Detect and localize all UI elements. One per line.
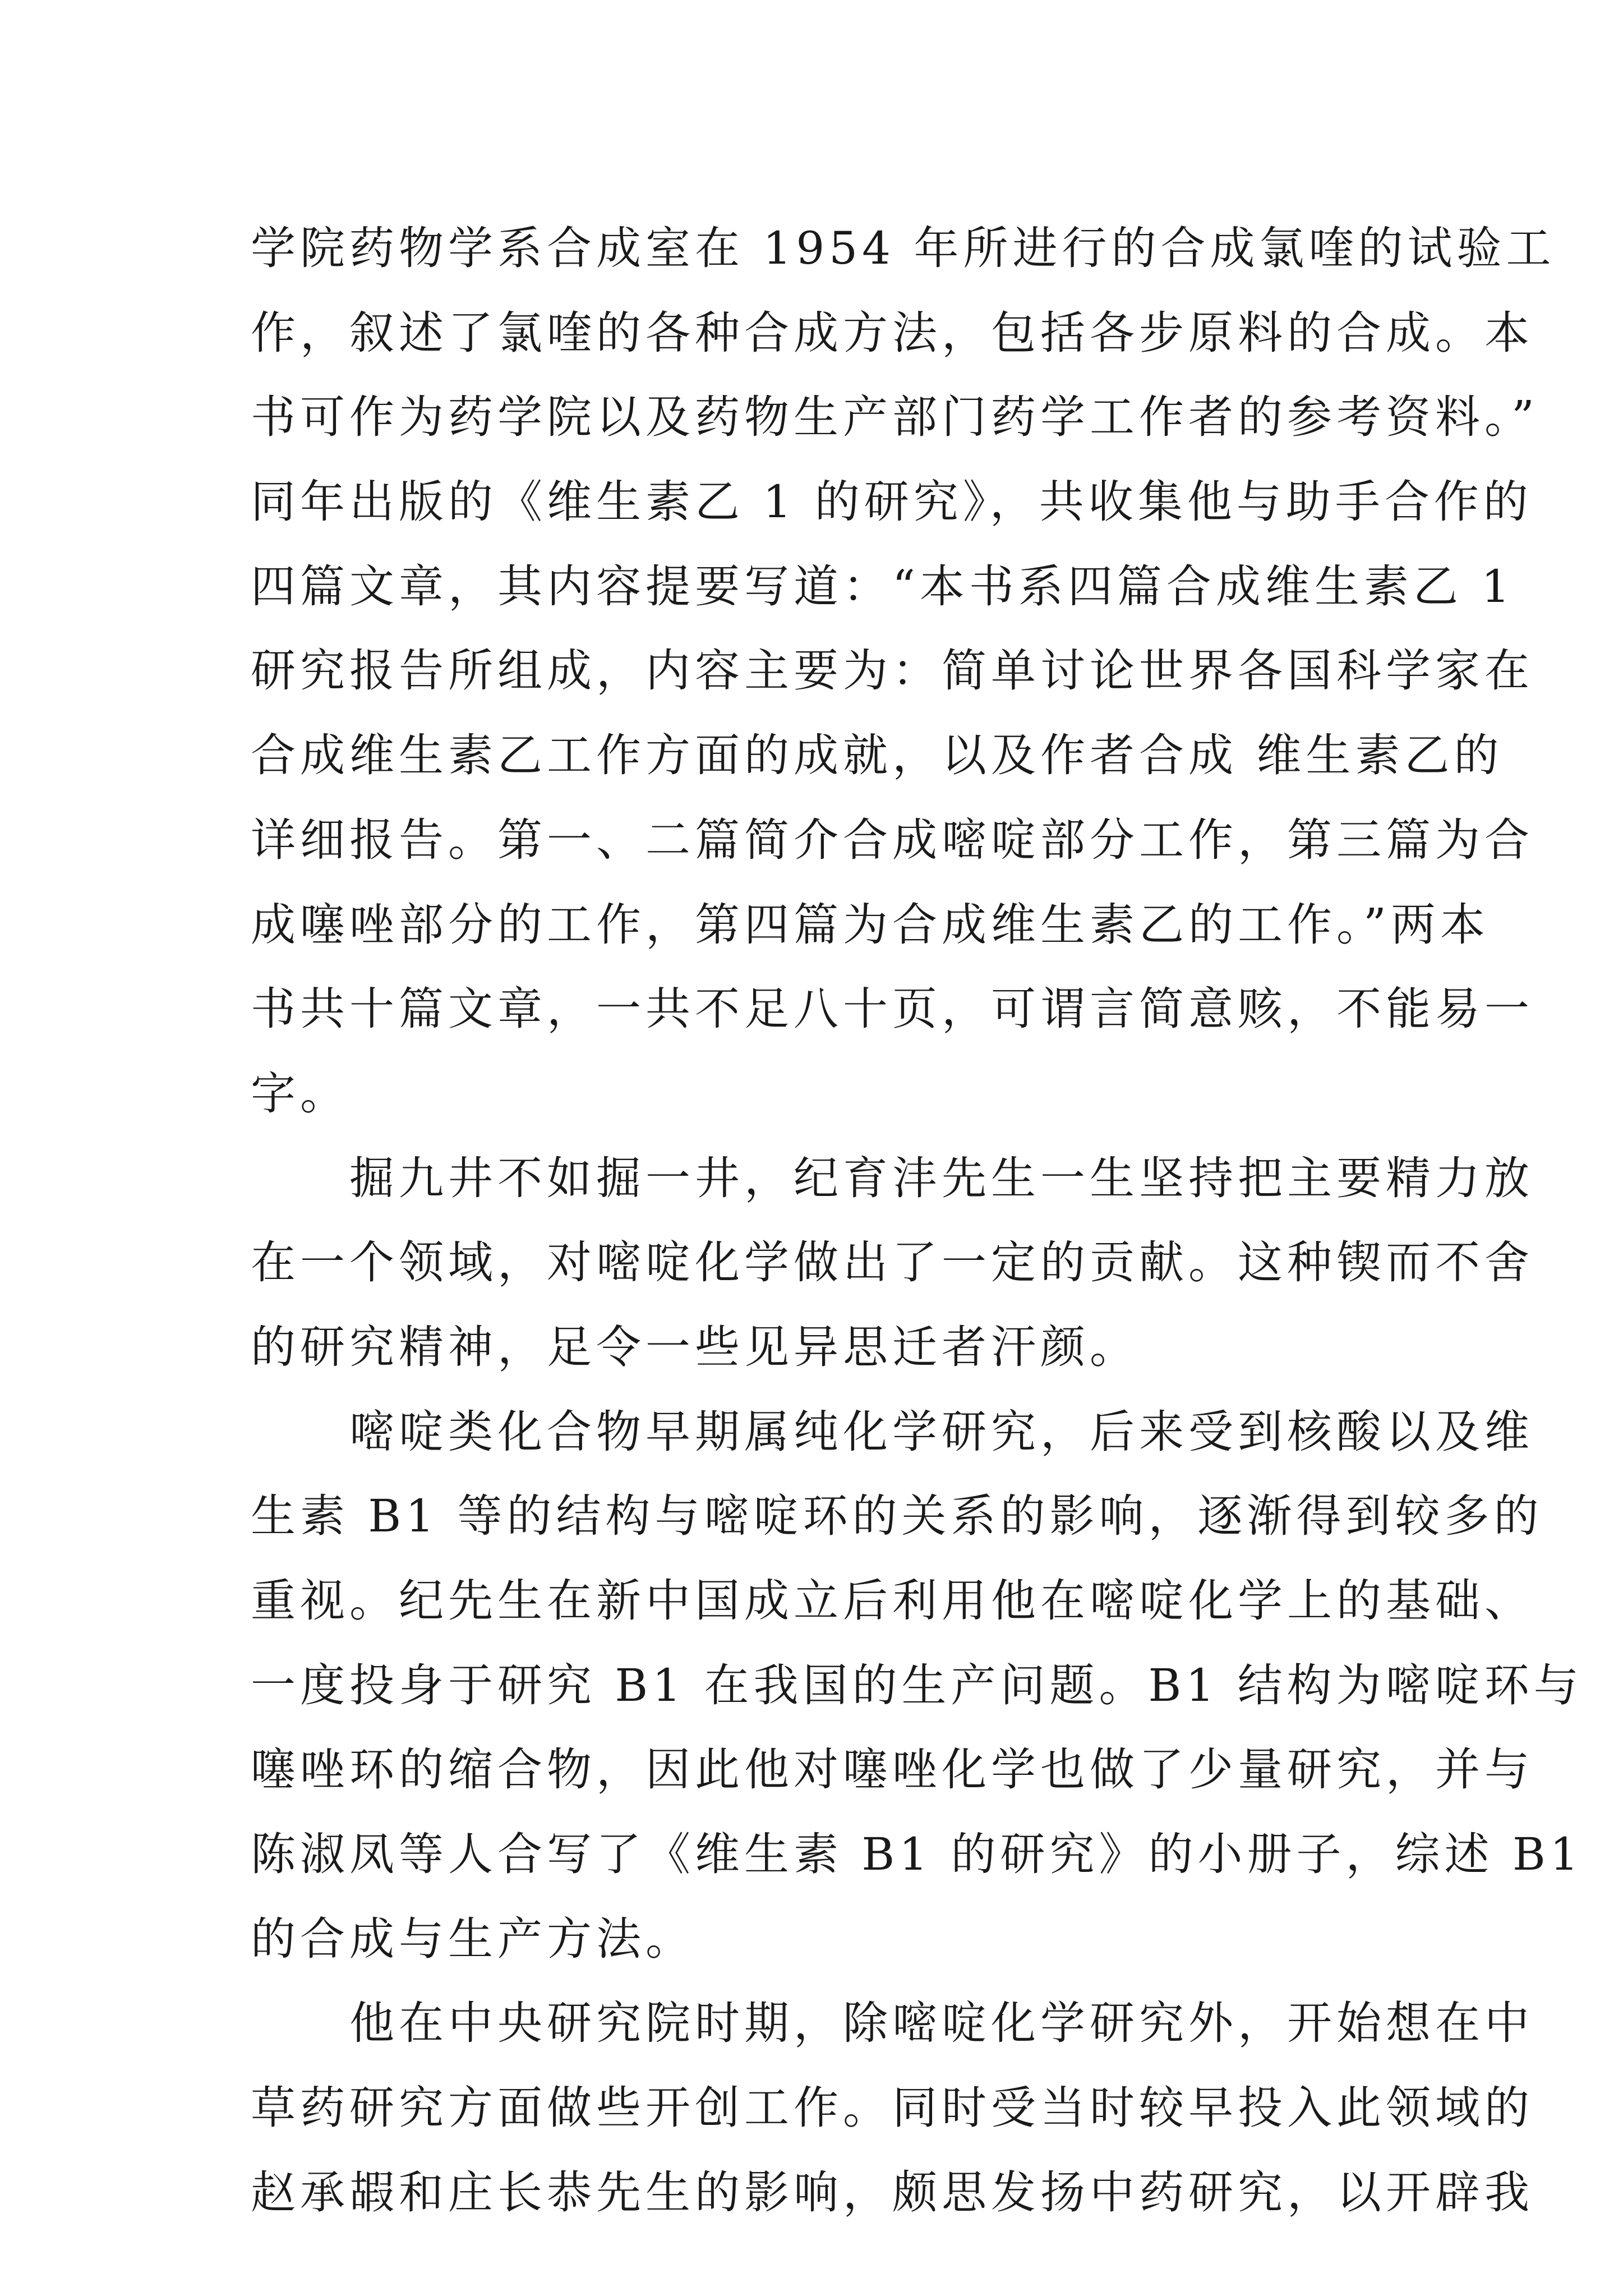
text-line: 重视。纪先生在新中国成立后利用他在嘧啶化学上的基础、 — [251, 1575, 1534, 1627]
text-line: 同年出版的《维生素乙 1 的研究》，共收集他与助手合作的 — [251, 476, 1533, 528]
text-line: 合成维生素乙工作方面的成就，以及作者合成 维生素乙的 — [251, 729, 1504, 782]
text-line: 详细报告。第一、二篇简介合成嘧啶部分工作，第三篇为合 — [251, 813, 1534, 866]
text-line: 成噻唑部分的工作，第四篇为合成维生素乙的工作。”两本 — [251, 898, 1490, 951]
text-line: 掘九井不如掘一井，纪育沣先生一生坚持把主要精力放 — [349, 1152, 1534, 1204]
paragraph-2 — [251, 1137, 1534, 1390]
text-line: 字。 — [251, 1067, 349, 1120]
text-line: 研究报告所组成，内容主要为：简单讨论世界各国科学家在 — [251, 645, 1534, 697]
text-line: 作，叙述了氯喹的各种合成方法，包括各步原料的合成。本 — [251, 306, 1534, 359]
paragraph-3 — [251, 1390, 1583, 1982]
text-line: 书可作为药学院以及药物生产部门药学工作者的参考资料。” — [251, 391, 1539, 444]
text-line: 的研究精神，足令一些见异思迁者汗颜。 — [251, 1320, 1139, 1373]
text-line: 赵承嘏和庄长恭先生的影响，颇思发扬中药研究，以开辟我 — [251, 2166, 1534, 2219]
text-line: 书共十篇文章，一共不足八十页，可谓言简意赅，不能易一 — [251, 983, 1534, 1036]
paragraph-1 — [251, 206, 1556, 1137]
text-line: 学院药物学系合成室在 1954 年所进行的合成氯喹的试验工 — [251, 222, 1556, 274]
text-line: 四篇文章，其内容提要写道：“本书系四篇合成维生素乙 1 — [251, 560, 1515, 613]
text-line: 陈淑凤等人合写了《维生素 B1 的研究》的小册子，综述 B1 — [251, 1828, 1583, 1881]
text-line: 一度投身于研究 B1 在我国的生产问题。B1 结构为嘧啶环与 — [251, 1659, 1583, 1711]
text-line: 的合成与生产方法。 — [251, 1912, 695, 1965]
text-line: 他在中央研究院时期，除嘧啶化学研究外，开始想在中 — [349, 1997, 1534, 2050]
paragraph-4 — [251, 1981, 1534, 2235]
text-line: 噻唑环的缩合物，因此他对噻唑化学也做了少量研究，并与 — [251, 1743, 1534, 1796]
body-text — [251, 206, 1583, 2235]
text-line: 草药研究方面做些开创工作。同时受当时较早投入此领域的 — [251, 2082, 1534, 2134]
text-line: 生素 B1 等的结构与嘧啶环的关系的影响，逐渐得到较多的 — [251, 1490, 1543, 1543]
text-line: 在一个领域，对嘧啶化学做出了一定的贡献。这种锲而不舍 — [251, 1236, 1534, 1289]
text-line: 嘧啶类化合物早期属纯化学研究，后来受到核酸以及维 — [349, 1405, 1534, 1458]
